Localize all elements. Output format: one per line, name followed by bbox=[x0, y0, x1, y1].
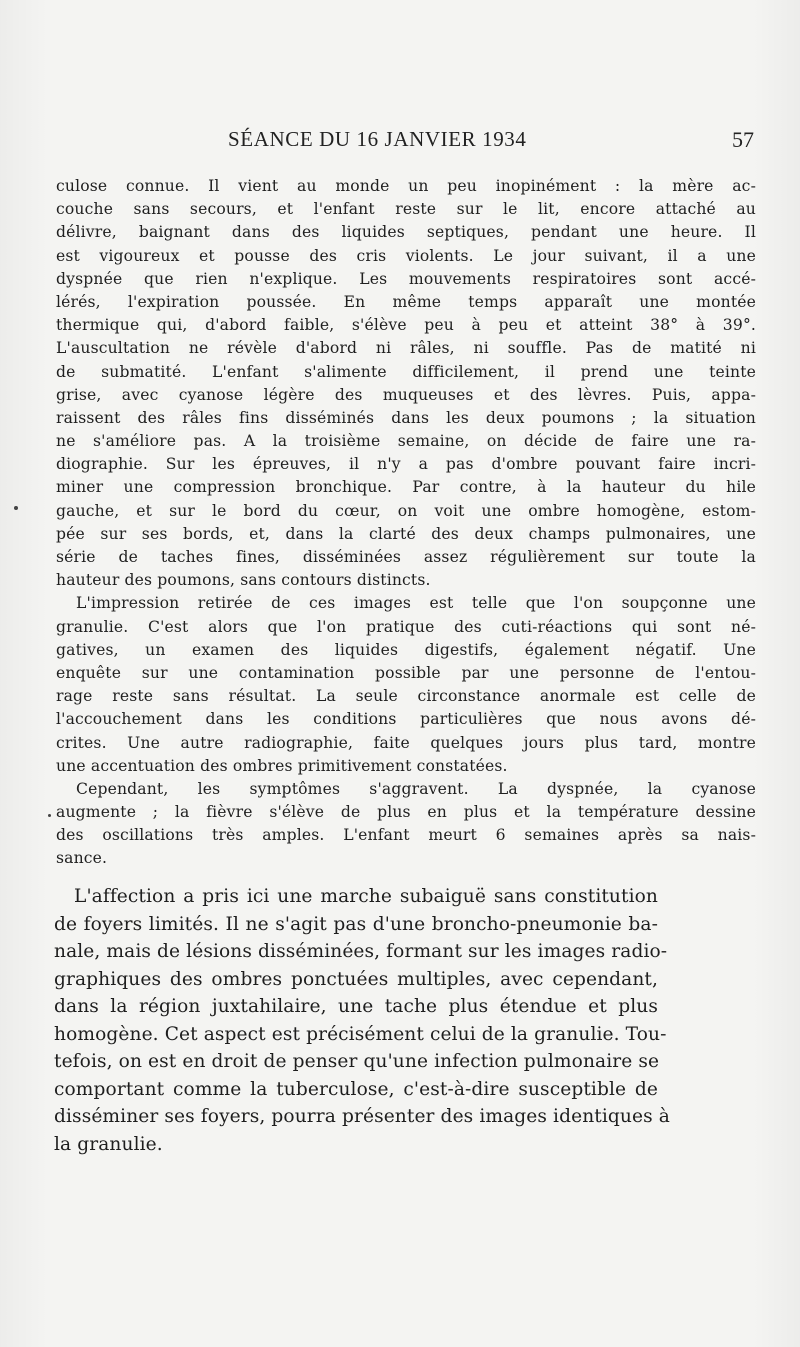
text-line: est vigoureux et pousse des cris violents. Le jour suivant, il a une bbox=[56, 246, 756, 265]
text-line: miner une compression bronchique. Par contre, à la hauteur du hile bbox=[56, 478, 756, 497]
text-line: disséminer ses foyers, pourra présenter des images identiques à bbox=[54, 1106, 670, 1127]
text-line: thermique qui, d'abord faible, s'élève peu à peu et atteint 38° à 39°. bbox=[56, 316, 756, 335]
text-line: grise, avec cyanose légère des muqueuses et des lèvres. Puis, appa- bbox=[56, 385, 756, 404]
text-line: dans la région juxtahilaire, une tache plus étendue et plus bbox=[54, 996, 658, 1017]
text-line: l'accouchement dans les conditions particulières que nous avons dé- bbox=[56, 710, 756, 729]
text-line: ne s'améliore pas. A la troisième semaine, on décide de faire une ra- bbox=[56, 432, 756, 451]
paragraph-examinations bbox=[56, 592, 756, 778]
running-head-title: SÉANCE DU 16 JANVIER 1934 bbox=[228, 127, 527, 151]
paragraph-case-history bbox=[56, 175, 756, 592]
text-line: homogène. Cet aspect est précisément celui de la granulie. Tou- bbox=[54, 1023, 667, 1045]
text-line: la granulie. bbox=[54, 1133, 163, 1155]
ink-speck bbox=[48, 814, 51, 817]
text-line: L'affection a pris ici une marche subaiguë sans constitution bbox=[74, 886, 658, 907]
text-line: Cependant, les symptômes s'aggravent. La dyspnée, la cyanose bbox=[76, 779, 756, 798]
text-line: série de taches fines, disséminées assez régulièrement sur toute la bbox=[56, 548, 756, 566]
text-line: de foyers limités. Il ne s'agit pas d'une broncho-pneumonie ba- bbox=[54, 913, 658, 935]
text-line: dyspnée que rien n'explique. Les mouvements respiratoires sont accé- bbox=[56, 269, 756, 288]
text-line: hauteur des poumons, sans contours distincts. bbox=[56, 571, 431, 590]
text-line: granulie. C'est alors que l'on pratique des cuti-réactions qui sont né- bbox=[56, 617, 756, 636]
text-line: augmente ; la fièvre s'élève de plus en plus et la température dessine bbox=[56, 803, 756, 822]
text-line: pée sur ses bords, et, dans la clarté des deux champs pulmonaires, une bbox=[56, 524, 756, 543]
text-line: couche sans secours, et l'enfant reste sur le lit, encore attaché au bbox=[56, 200, 756, 219]
page-number: 57 bbox=[732, 127, 754, 152]
paragraph-outcome bbox=[56, 778, 756, 871]
text-line: tefois, on est en droit de penser qu'une infection pulmonaire se bbox=[54, 1051, 660, 1072]
text-line: une accentuation des ombres primitivement constatées. bbox=[56, 756, 508, 775]
text-line: nale, mais de lésions disséminées, formant sur les images radio- bbox=[54, 941, 668, 962]
text-line: gatives, un examen des liquides digestifs, également négatif. Une bbox=[56, 640, 756, 659]
text-line: diographie. Sur les épreuves, il n'y a pas d'ombre pouvant faire incri- bbox=[56, 455, 756, 474]
text-line: gauche, et sur le bord du cœur, on voit une ombre homogène, estom- bbox=[56, 501, 756, 520]
paragraph-conclusion bbox=[54, 883, 670, 1158]
text-line: sance. bbox=[56, 849, 108, 868]
ink-speck bbox=[14, 506, 18, 510]
text-line: raissent des râles fins disséminés dans les deux poumons ; la situation bbox=[56, 408, 756, 427]
text-line: culose connue. Il vient au monde un peu inopinément : la mère ac- bbox=[56, 177, 756, 195]
text-line: graphiques des ombres ponctuées multiples, avec cependant, bbox=[54, 968, 658, 990]
text-line: délivre, baignant dans des liquides septiques, pendant une heure. Il bbox=[56, 223, 756, 242]
text-line: de submatité. L'enfant s'alimente difficilement, il prend une teinte bbox=[56, 362, 756, 381]
text-line: rage reste sans résultat. La seule circonstance anormale est celle de bbox=[56, 687, 756, 706]
running-head bbox=[0, 127, 800, 163]
text-line: lérés, l'expiration poussée. En même temps apparaît une montée bbox=[56, 292, 756, 311]
text-line: enquête sur une contamination possible par une personne de l'entou- bbox=[56, 663, 756, 682]
text-line: des oscillations très amples. L'enfant meurt 6 semaines après sa nais- bbox=[56, 826, 756, 845]
text-line: crites. Une autre radiographie, faite quelques jours plus tard, montre bbox=[56, 733, 756, 752]
case-report-text bbox=[56, 175, 756, 871]
text-line: L'impression retirée de ces images est telle que l'on soupçonne une bbox=[76, 594, 756, 613]
text-line: L'auscultation ne révèle d'abord ni râles, ni souffle. Pas de matité ni bbox=[56, 339, 756, 358]
text-line: comportant comme la tuberculose, c'est-à-dire susceptible de bbox=[54, 1078, 658, 1100]
